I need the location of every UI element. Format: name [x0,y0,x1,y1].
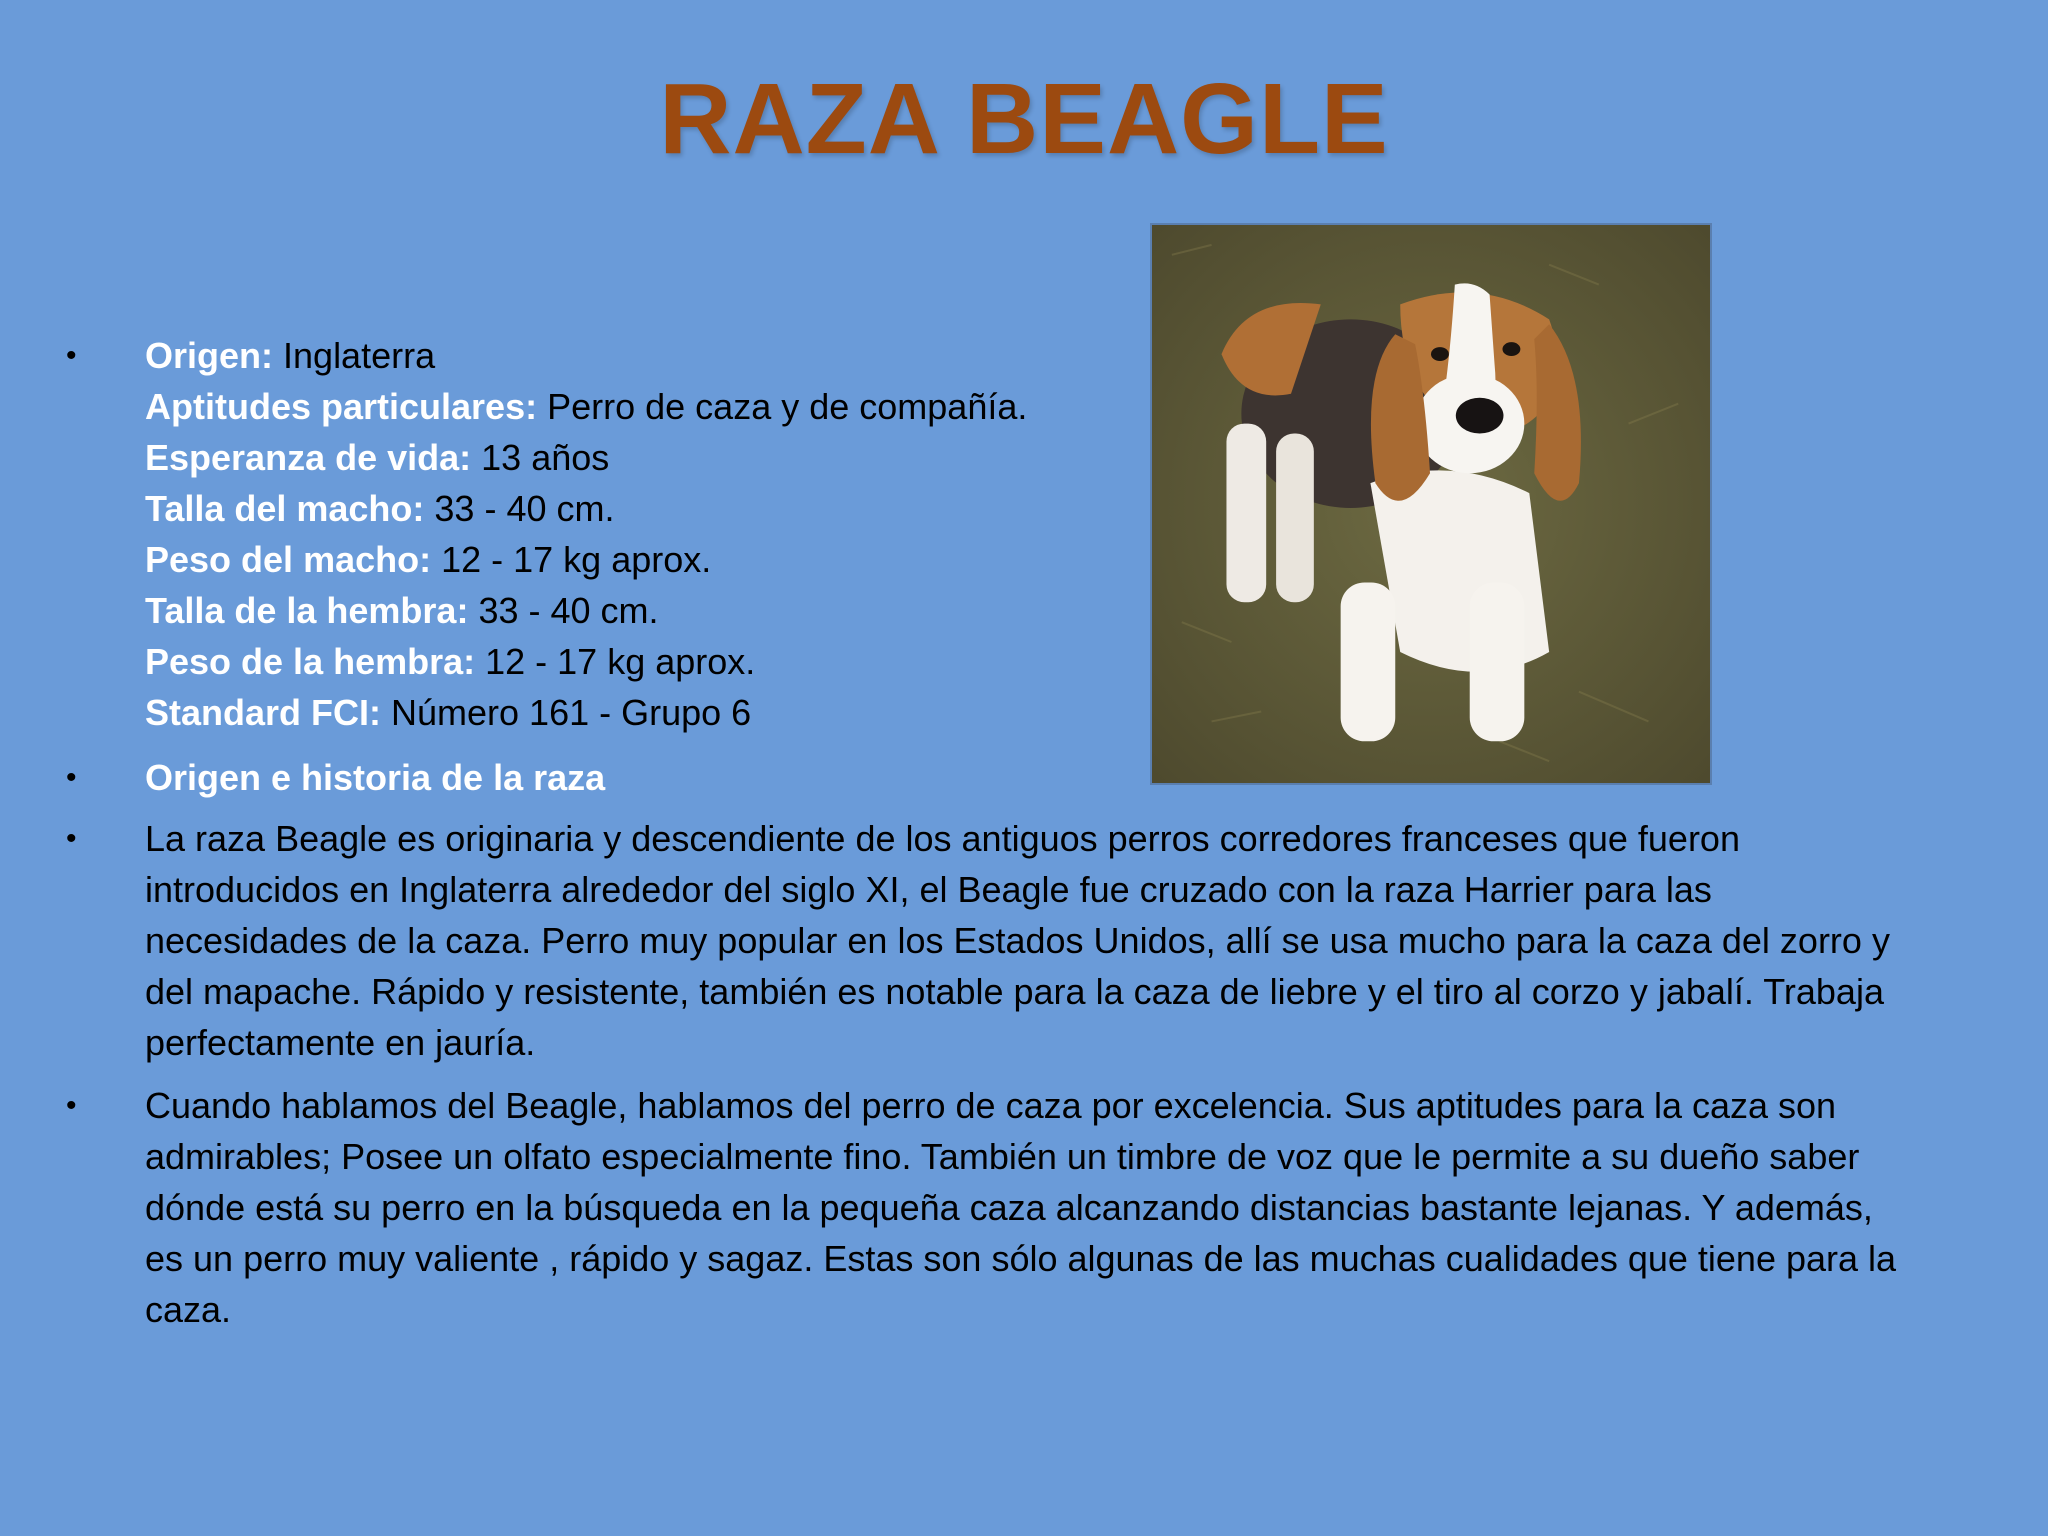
fact-origen: Origen: Inglaterra [145,335,436,376]
breed-facts [145,330,1027,738]
fact-peso-macho: Peso del macho: 12 - 17 kg aprox. [145,539,712,580]
beagle-photo [1150,223,1712,785]
bullet-icon: • [66,822,77,855]
bullet-icon: • [66,1089,77,1122]
fact-peso-hembra: Peso de la hembra: 12 - 17 kg aprox. [145,641,756,682]
fact-aptitudes: Aptitudes particulares: Perro de caza y de compañía. [145,386,1028,427]
fact-talla-hembra: Talla de la hembra: 33 - 40 cm. [145,590,659,631]
beagle-photo-icon [1152,225,1710,783]
history-paragraph: La raza Beagle es originaria y descendiente de los antiguos perros corredores franceses que fueron introducidos en Inglaterra alrededor del siglo XI, el Beagle fue cruzado con la raza Harrier para las necesidades de la caza. Perro muy popular en los Estados Unidos, allí se usa mucho para la caza del zorro y del mapache. Rápido y resistente, también es notable para la caza de liebre y el tiro al corzo y jabalí. Trabaja perfectamente en jauría. [145,818,1890,1063]
fact-esperanza: Esperanza de vida: 13 años [145,437,610,478]
history-heading: Origen e historia de la raza [145,757,606,798]
slide-title: RAZA BEAGLE [659,63,1389,175]
fact-talla-macho: Talla del macho: 33 - 40 cm. [145,488,615,529]
qualities-paragraph: Cuando hablamos del Beagle, hablamos del perro de caza por excelencia. Sus aptitudes para la caza son admirables; Posee un olfato especialmente fino. También un timbre de voz que le permite a su dueño saber dónde está su perro en la búsqueda en la pequeña caza alcanzando distancias bastante lejanas. Y además, es un perro muy valiente , rápido y sagaz. Estas son sólo algunas de las muchas cualidades que tiene para la caza. [145,1085,1897,1330]
bullet-icon: • [66,339,77,372]
bullet-icon: • [66,761,77,794]
fact-standard-fci: Standard FCI: Número 161 - Grupo 6 [145,692,752,733]
